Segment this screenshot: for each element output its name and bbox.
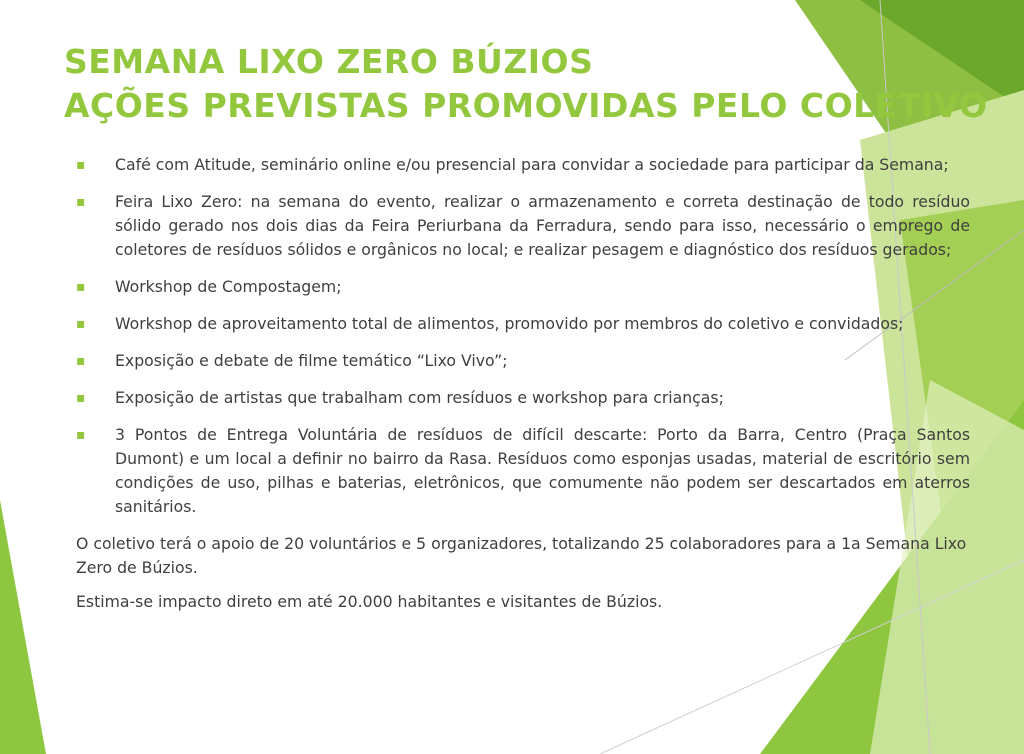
bullet-text: 3 Pontos de Entrega Voluntária de resíduos de difícil descarte: Porto da Barra, Centro (Praça Santos Dumont) e um local a definir no bairro da Rasa. Resíduos como esponjas usadas, material de escritório sem condições de uso, pilhas e baterias, eletrônicos, que comumente não podem ser descartados em aterros sanitários. [115, 425, 970, 516]
bullet-item [76, 153, 970, 177]
bullet-item [76, 349, 970, 373]
impact-paragraph: Estima-se impacto direto em até 20.000 habitantes e visitantes de Búzios. [76, 592, 663, 611]
bullet-item [76, 275, 970, 299]
bullet-item [76, 312, 970, 336]
bullet-text: Exposição e debate de filme temático “Lixo Vivo”; [115, 351, 508, 370]
bullet-text: Exposição de artistas que trabalham com resíduos e workshop para crianças; [115, 388, 724, 407]
square-bullet-icon: ▪ [76, 316, 86, 332]
bullet-item [76, 423, 970, 519]
bullet-text: Café com Atitude, seminário online e/ou presencial para convidar a sociedade para participar da Semana; [115, 155, 949, 174]
left-green-wedge [0, 500, 46, 754]
bullet-text: Workshop de aproveitamento total de alimentos, promovido por membros do coletivo e convidados; [115, 314, 904, 333]
bullet-text: Workshop de Compostagem; [115, 277, 342, 296]
slide-content [76, 153, 970, 624]
square-bullet-icon: ▪ [76, 427, 86, 443]
title-line-2: AÇÕES PREVISTAS PROMOVIDAS PELO COLETIVO [64, 86, 988, 125]
square-bullet-icon: ▪ [76, 390, 86, 406]
volunteers-paragraph: O coletivo terá o apoio de 20 voluntários e 5 organizadores, totalizando 25 colaboradores para a 1a Semana Lixo Zero de Búzios. [76, 534, 967, 577]
slide-title [64, 40, 988, 128]
square-bullet-icon: ▪ [76, 353, 86, 369]
bullet-item [76, 190, 970, 262]
bullet-text: Feira Lixo Zero: na semana do evento, realizar o armazenamento e correta destinação de todo resíduo sólido gerado nos dois dias da Feira Periurbana da Ferradura, sendo para isso, necessário o emprego de coletores de resíduos sólidos e orgânicos no local; e realizar pesagem e diagnóstico dos resíduos gerados; [115, 192, 970, 259]
bullet-list [76, 153, 970, 519]
square-bullet-icon: ▪ [76, 157, 86, 173]
bullet-item [76, 386, 970, 410]
square-bullet-icon: ▪ [76, 279, 86, 295]
title-line-1: SEMANA LIXO ZERO BÚZIOS [64, 42, 594, 81]
square-bullet-icon: ▪ [76, 194, 86, 210]
